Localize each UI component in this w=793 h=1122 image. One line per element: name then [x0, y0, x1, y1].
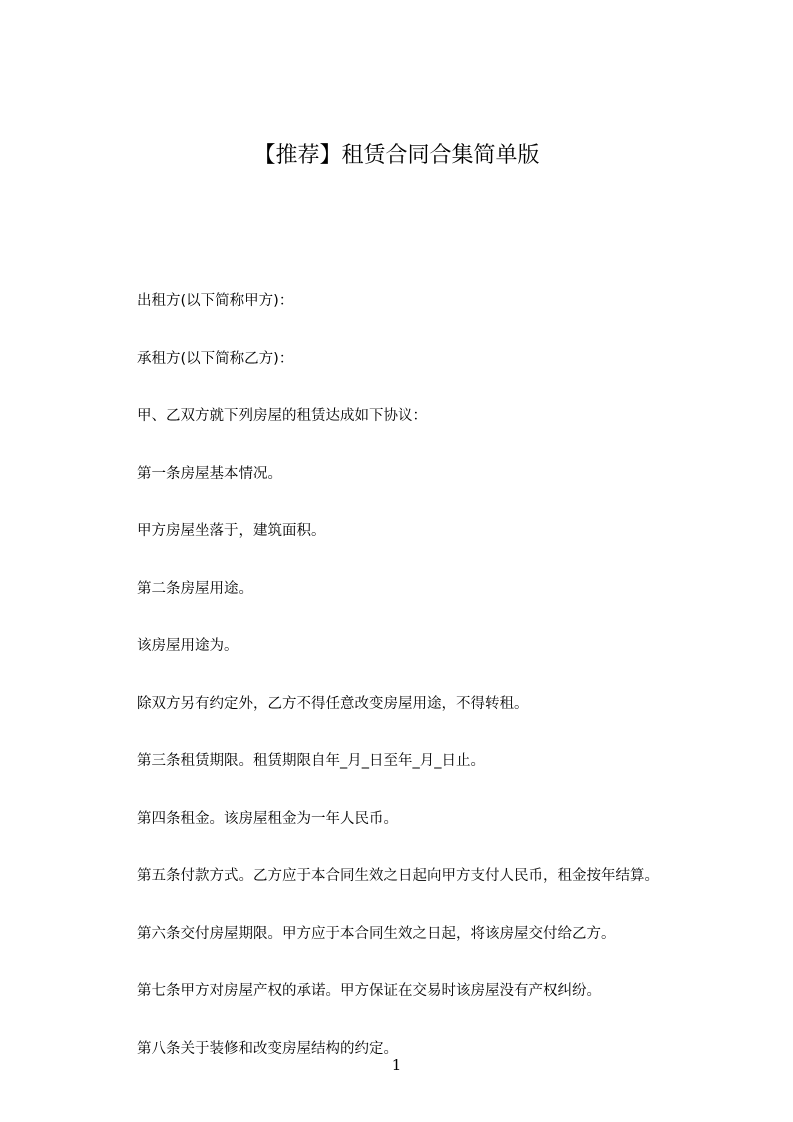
paragraph-usage: 该房屋用途为。: [137, 638, 239, 654]
paragraph-lessor: 出租方(以下简称甲方)：: [137, 293, 294, 309]
page-number: 1: [391, 1056, 402, 1074]
paragraph-lessee: 承租方(以下简称乙方)：: [137, 350, 294, 367]
paragraph-article-8: 第八条关于装修和改变房屋结构的约定。: [137, 1040, 398, 1057]
paragraph-article-1: 第一条房屋基本情况。: [137, 465, 282, 482]
paragraph-article-4: 第四条租金。该房屋租金为一年人民币。: [137, 810, 398, 827]
paragraph-article-2: 第二条房屋用途。: [137, 580, 253, 597]
paragraph-agreement-intro: 甲、乙双方就下列房屋的租赁达成如下协议：: [137, 408, 427, 424]
paragraph-location-area: 甲方房屋坐落于，建筑面积。: [137, 523, 326, 539]
paragraph-usage-restriction: 除双方另有约定外，乙方不得任意改变房屋用途，不得转租。: [137, 695, 529, 712]
paragraph-article-7: 第七条甲方对房屋产权的承诺。甲方保证在交易时该房屋没有产权纠纷。: [137, 983, 601, 999]
paragraph-article-5: 第五条付款方式。乙方应于本合同生效之日起向甲方支付人民币，租金按年结算。: [137, 868, 659, 884]
document-body: [137, 290, 737, 1095]
document-title: 【推荐】租赁合同合集简单版: [253, 143, 540, 168]
paragraph-article-6: 第六条交付房屋期限。甲方应于本合同生效之日起，将该房屋交付给乙方。: [137, 925, 616, 942]
paragraph-article-3: 第三条租赁期限。租赁期限自年_月_日至年_月_日止。: [137, 753, 485, 769]
